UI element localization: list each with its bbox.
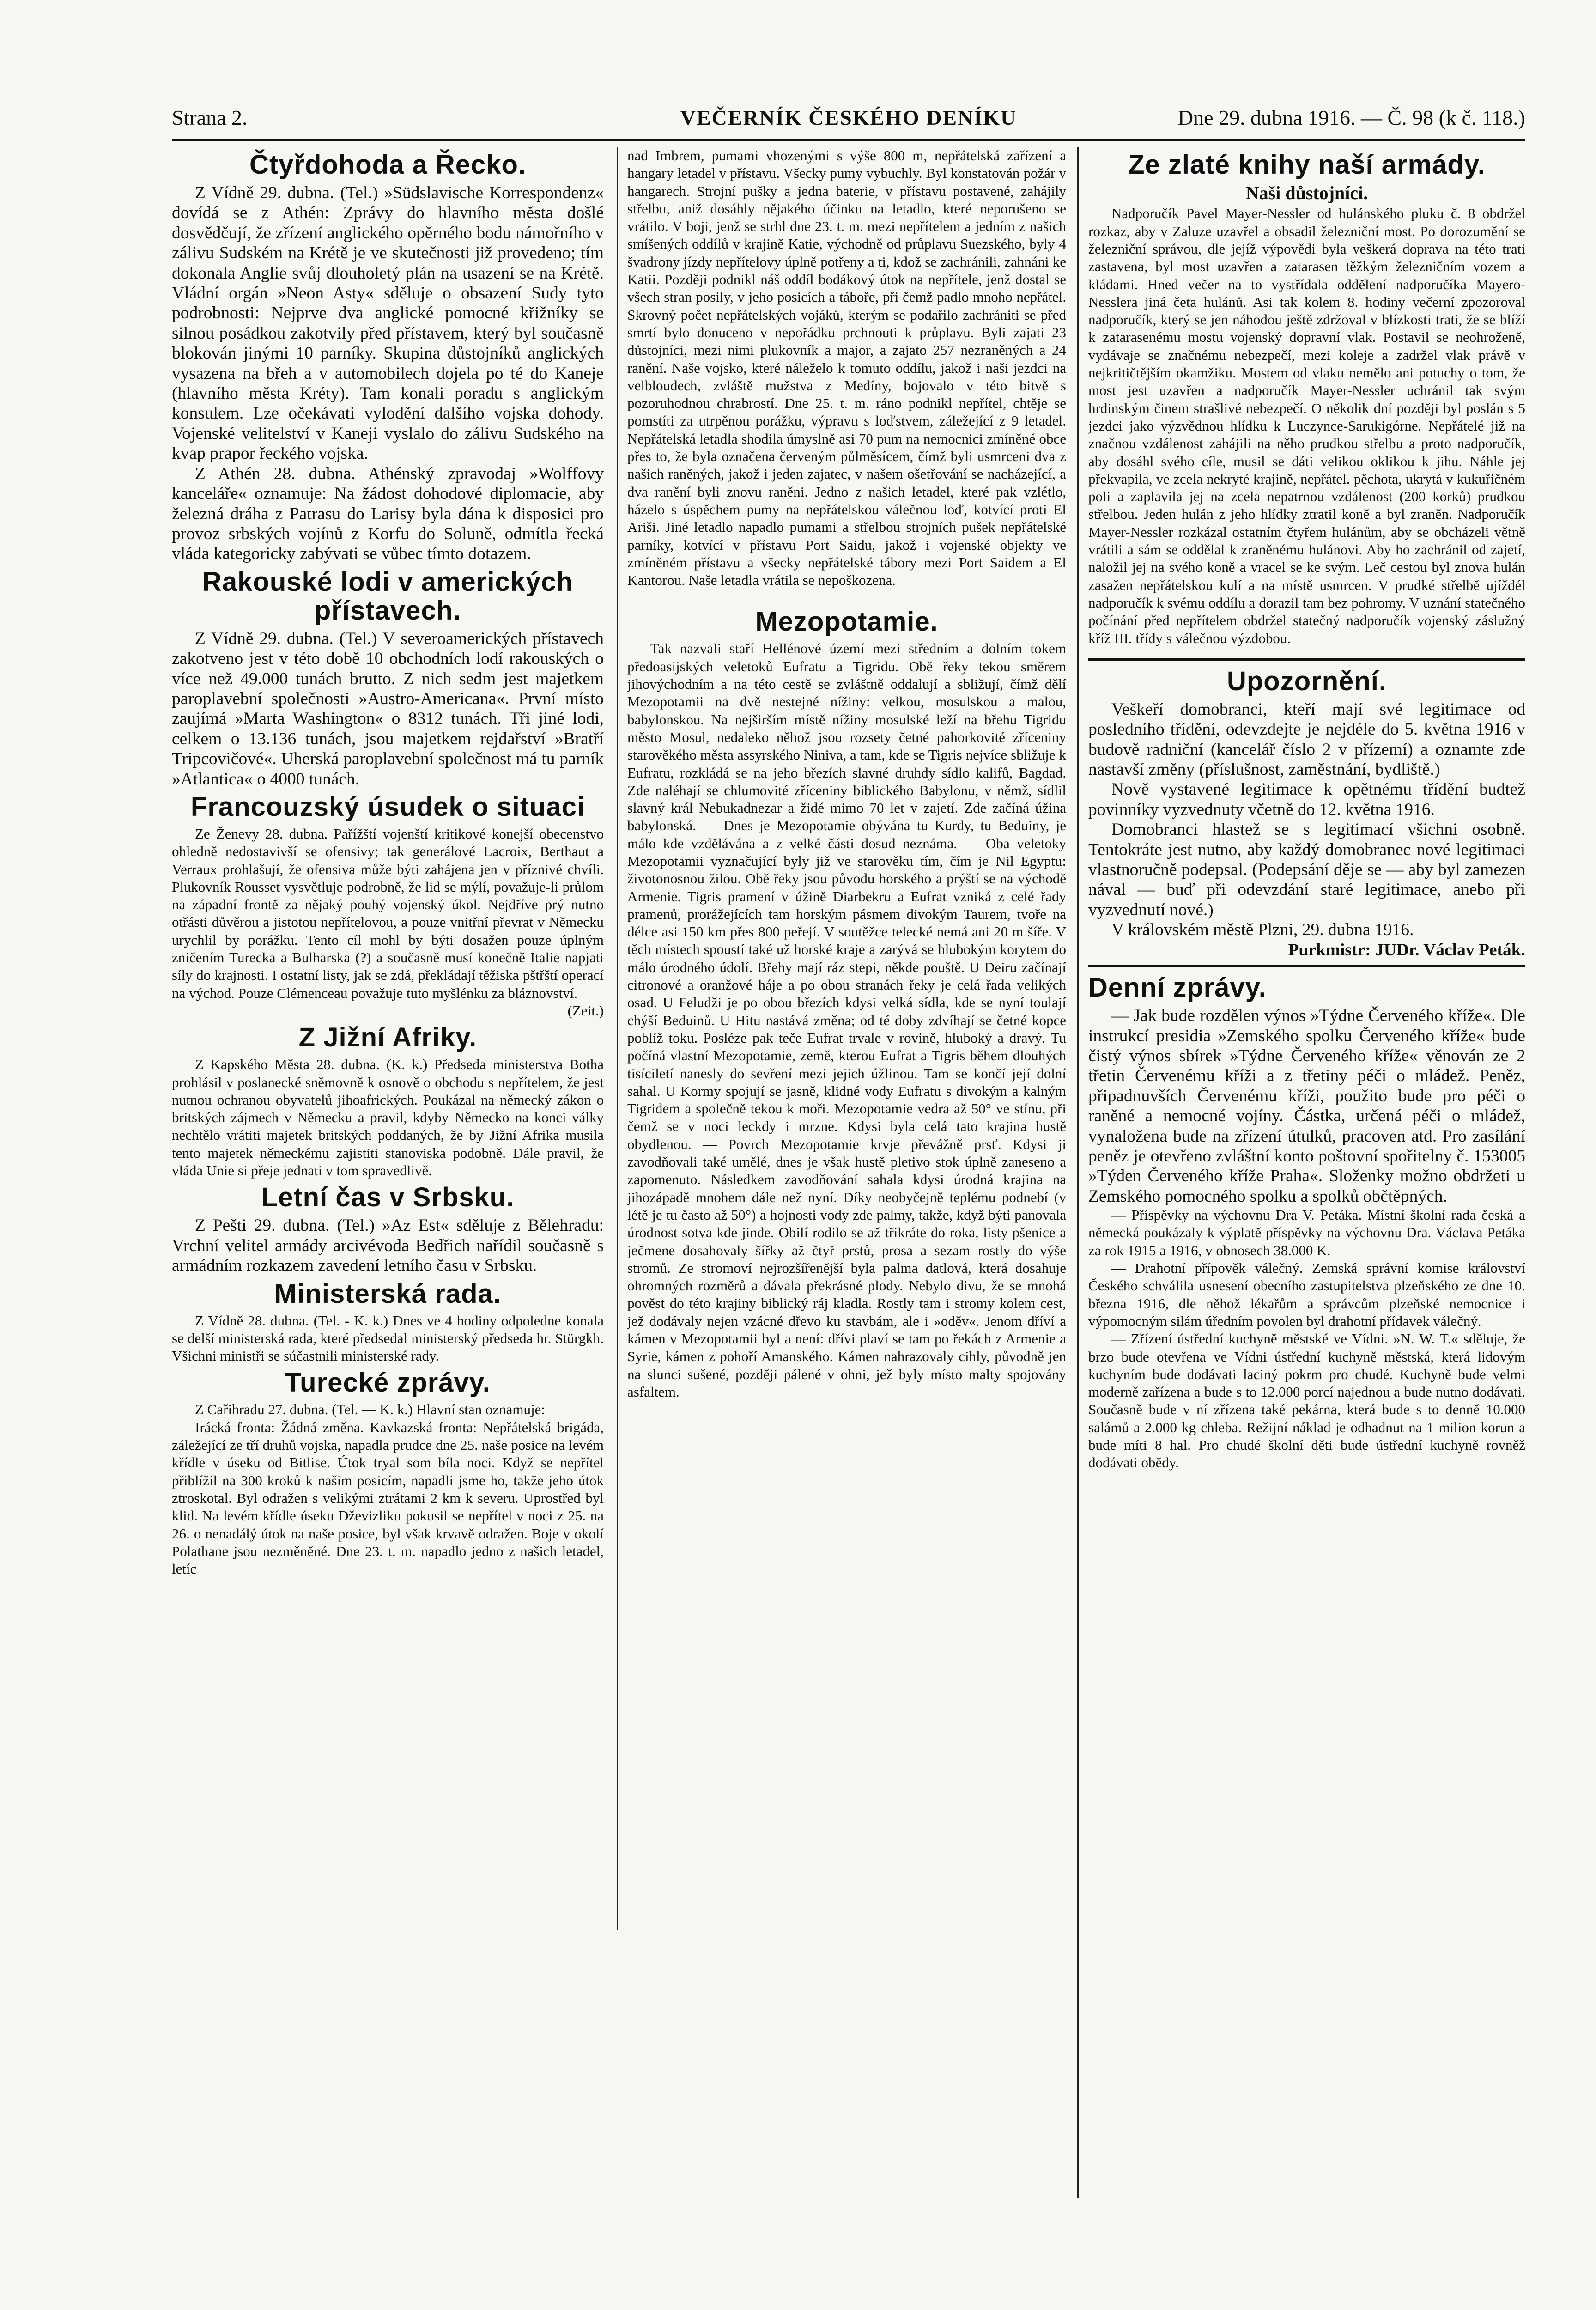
signature-line: Purkmistr: JUDr. Václav Peták. bbox=[1288, 940, 1525, 960]
article-paragraph: — Příspěvky na výchovnu Dra V. Petáka. Místní školní rada česká a německá poukázaly k výplatě příspěvky na výchovnu Dra. Václava Petáka za rok 1915 a 1916, v obnosech 38.000 K. bbox=[1088, 1207, 1525, 1258]
article-paragraph: Z Athén 28. dubna. Athénský zpravodaj »Wolffovy kanceláře« oznamuje: Na žádost dohodové diplomacie, aby železná dráha z Patrasu do Larisy byla dána k disposici pro provoz srbských vojínů z Korfu do Soluně, odmítla řecká vláda kategoricky zabývati se vůbec tímto dotazem. bbox=[172, 464, 604, 564]
article-paragraph: Z Kapského Města 28. dubna. (K. k.) Předseda ministerstva Botha prohlásil v poslanecké sněmovně k osnově o obchodu s nepřítelem, že jest nutnou ochranou obyvatelů jihoafrických. Poukázal na německý zákon o britských zájmech v Německu a pravil, kdyby Německo na konci války nechtělo vrátiti majetek britských poddaných, že by Jižní Afrika musila tento majetek německému zajistiti stanoviska podobně. Dále pravil, že vláda Unie si přeje jednati v tom spravedlivě. bbox=[172, 1056, 604, 1179]
article-heading: Francouzský úsudek o situaci bbox=[190, 791, 585, 822]
article-paragraph: Tak nazvali staří Hellénové území mezi středním a dolním tokem předoasijských veletoků Eufratu a Tigridu. Obě řeky tekou směrem jihovýchodním a na této cestě se zvláštně oddalují a sbližují, čímž dělí Mezopotamii na dvě nestejné nížiny: velkou, mosulskou a malou, babylonskou. Na nejširším místě nížiny mosulské leží na břehu Tigridu město Mosul, nedaleko něhož jsou rozsety četné pahorkovité zříceniny starověkého města assyrského Niniva, a tam, kde se Tigris nejvíce sbližuje k Eufratu, rozkládá se na jeho březích slavné druhdy sídlo kalifů, Bagdad. Zde naléhají se chlumovité zříceniny biblického Babylonu, v němž, sídlil slavný král Nebukadnezar a židé mimo 70 let v zajetí. Zde začíná úžina babylonská. — Dnes je Mezopotamie obývána tu Kurdy, tu Beduiny, je málo kde vzdělávána a z velké části dosud neznáma. — Oba veletoky Mezopotamii vyznačující byly již ve starověku tím, čím je Nil Egyptu: životonosnou žilou. Obě řeky jsou původu horského a prýští se na východě Armenie. Tigris pramení v úžině Diarbekru a Eufrat vzniká z celé řady pramenů, prorážejících tam horským pásmem divokým Taurem, tvoře na délce asi 150 km přes 800 peřejí. V soutěžce telecké nemá ani 20 m šíře. V těch místech spoustí také už horské kraje a zarývá se hlubokým korytem do málo úrodného údolí. Břehy mají ráz stepi, někde pouště. U Deiru začínají citronové a oranžové háje a po obou stranách řeky je celá řada velikých osad. U Feludži je po obou březích kdysi velká sídla, kde se nyní toulají chýší Beduinů. U Hitu nastává změna; od té doby zdvíhají se četné kopce poblíž toku. Posléze pak teče Eufrat trvale v rovině, hluboký a dravý. Tu počíná vlastní Mezopotamie, země, kterou Eufrat a Tigris během dlouhých tisíciletí nanesly do sevření mezi jejich úžlinou. Tam se končí její dolní sahal. U Kormy spojují se jasně, klidné vody Eufratu s divokým a kalným Tigridem a společně tekou k moři. Mezopotamie vedra až 50° ve stínu, při čemž se v noci leckdy i mrzne. Kdysi byla celá tato krajina hustě obydlenou. — Povrch Mezopotamie krvje převážně prsť. Kdysi ji zavodňovali také umělé, dnes je však hustě pletivo stok úplně zaneseno a zapomenuto. Následkem zavodňování sahala kdysi úrodná krajina na jihozápadě mnohem dále než nyní. Díky neobyčejně teplému podnebí (v létě je tu často až 50°) a hojnosti vody zde palmy, takže, když býti panovala úrodnost sotva kde jinde. Obilí rodilo se až třikráte do roka, listy pšenice a ječmene dosahovaly šířky až čtyř prstů, prosa a sezam rostly do výše stromů. Ze stromoví nejrozšířenější byla palma datlová, která dosahuje ohromných rozměrů a dávala překrásné plody. Nebylo divu, že se mnohá pověst do této krajiny biblický ráj kladla. Rostly tam i stromy kolem cest, jež dodávaly nejen vzácné dřevo ku stavbám, ale i »oděv«. Jenom dříví a kámen v Mezopotamii byl a není: dřívi plaví se tam po řekách z Armenie a Syrie, kámen z pohoří Amanského. Kámen nahrazovaly cihly, původně jen na slunci sušené, později pálené v ohni, jež byly místo malty spojovány asfaltem. bbox=[627, 640, 1066, 1400]
article-paragraph: Irácká fronta: Žádná změna. Kavkazská fronta: Nepřátelská brigáda, záležející ze tří druhů vojska, napadla prudce dne 25. naše posice na levém křídle v úseku od Bitlise. Útok tryal som bíla noci. Když se nepřítel přiblížil na 300 kroků k našim posicím, napadli jsme ho, takže jeho útok ztroskotal. Byl odražen s velikými ztrátami 2 km k severu. Uprostřed byl klid. Na levém křídle úseku Dževizliku pokusil se nepřítel v noci z 25. na 26. o nenadálý útok na naše posice, byl však krvavě odražen. Boje v okolí Polathane jsou nezměněné. Dne 23. t. m. napadlo jedno z našich letadel, letíc bbox=[172, 1419, 604, 1577]
issue-date: Dne 29. dubna 1916. — Č. 98 (k č. 118.) bbox=[1177, 106, 1525, 129]
page-number: Strana 2. bbox=[172, 106, 248, 129]
article-subheading: Naši důstojníci. bbox=[1245, 182, 1368, 203]
article-paragraph: Z Vídně 29. dubna. (Tel.) V severoamerických přístavech zakotveno jest v této době 10 obchodních lodí rakouských o více než 49.000 tunách brutto. Z nich sedm jest majetkem paroplavební společnosti »Austro-Americana«. První místo zaujímá »Marta Washington« o 8312 tunách. Tři jiné lodi, celkem o 13.136 tunách, jsou majetkem rejdařství »Bratří Tripcovičové«. Uherská paroplavební společnost má tu parník »Atlantica« o 4000 tunách. bbox=[172, 629, 604, 789]
article-paragraph: Nově vystavené legitimace k opětnému třídění budtež povinníky vyzvednuty včetně do 12. května 1916. bbox=[1088, 780, 1525, 819]
article-heading: Letní čas v Srbsku. bbox=[261, 1182, 515, 1213]
column-1 bbox=[172, 147, 604, 1578]
article-paragraph: Z Pešti 29. dubna. (Tel.) »Az Est« sděluje z Bělehradu: Vrchní velitel armády arcivévoda Bedřich nařídil současně s armádním rozkazem zavedení letního času v Srbsku. bbox=[172, 1216, 604, 1276]
article-heading: Z Jižní Afriky. bbox=[298, 1022, 477, 1053]
article-paragraph: — Jak bude rozdělen výnos »Týdne Červeného kříže«. Dle instrukcí presidia »Zemského spolku Červeného kříže« bude čistý výnos sbírek »Týdne Červeného kříže« věnován ze 2 třetin Červenému kříži a z třetiny péči o mládež. Peněz, připadnuvších Červenému kříži, použito bude pro péči o raněné a nemocné vojíny. Částka, určená péči o mládež, vynaložena bude na zřízení útulků, pracoven atd. Pro zasílání peněz je otevřeno zvláštní konto poštovní spořitelny č. 153005 »Týden Červeného kříže Praha«. Složenky možno obdržeti u Zemského pomocného spolku a spolků občtěpných. bbox=[1088, 1006, 1525, 1206]
article-heading: Mezopotamie. bbox=[755, 607, 938, 637]
article-heading: Ministerská rada. bbox=[274, 1278, 501, 1309]
article-paragraph: Z Cařihradu 27. dubna. (Tel. — K. k.) Hlavní stan oznamuje: bbox=[195, 1401, 546, 1418]
article-heading: Rakouské lodi v amerických přístavech. bbox=[202, 566, 573, 626]
article-heading: Turecké zprávy. bbox=[285, 1368, 491, 1398]
masthead bbox=[172, 105, 1525, 133]
article-paragraph: — Drahotní přípověk válečný. Zemská správní komise království Českého schválila usnesení obecního zastupitelstva plzeňského ze dne 10. března 1916, dle něhož lékařům a správcům plzeňské nemocnice i výpomocným silám úředním povolen byl drahotní přídavek válečný. bbox=[1088, 1260, 1525, 1329]
article-paragraph: Nadporučík Pavel Mayer-Nessler od hulánského pluku č. 8 obdržel rozkaz, aby v Zaluze uzavřel a obsadil železniční most. Po dorozumění se železniční správou, dle jejíž výpovědi byla veškerá doprava na této trati zastavena, byl most uzavřen a zatarasen těžkým železničním vozem a kládami. Hned večer na to vystřídala oddělení nadporučíka Mayero-Nesslera jiná četa hulánů. Asi tak kolem 8. hodiny večerní zpozoroval nadporučík, který se jen náhodou ještě zdržoval v blízkosti trati, že se blíží k zatarasenému mostu vojenský dopravní vlak. Postavil se neohroženě, vydávaje se značnému nebezpečí, mezi koleje a zadržel vlak právě v nejkritičtějším okamžiku. Mostem od vlaku nemělo ani potuchy o tom, že most jest uzavřen a nadporučík Mayer-Nessler uchránil tak svým hrdinským činem strašlivé nebezpečí. O několik dní později byl poslán s 5 jezdci jako výzvědnou hlídku k Luczynce-Sarukigórne. Nepřátelé již na značnou vzdálenost zahájili na něho prudkou střelbu a proto nadporučík, aby dosáhl svého cíle, musil se dáti velikou oklikou k jihu. Náhle jej překvapila, ve zcela nekryté krajině, nepřátel. pěchota, ukrytá v kukuřičném poli a zaplavila jej na zcela nepatrnou vzdálenost (200 korků) prudkou střelbou. Jeden hulán z jeho hlídky ztratil koně a byl zraněn. Nadporučík Mayer-Nessler rozkázal ostatním čtyřem hulánům, aby se obcházeli větně vrátili a sám se oddělal k zraněnému hulánovi. Aby ho zachránil od zajetí, naložil jej na svého koně a vracel se ke svým. Leč cestou byl znova hulán zasažen nepřátelskou kulí a na místě usmrcen. V prudké střelbě ujíždél nadporučík k svému oddílu a dorazil tam bez pohromy. V uznání statečného počínání před nepřítelem obdržel statečný nadporučík vojenský záslužný kříž III. třídy s válečnou výzdobou. bbox=[1088, 205, 1525, 646]
newspaper-title: VEČERNÍK ČESKÉHO DENÍKU bbox=[680, 106, 1017, 129]
article-paragraph: Z Vídně 29. dubna. (Tel.) »Südslavische Korrespondenz« dovídá se z Athén: Zprávy do hlavního města došlé dosvědčují, že zřízení anglického opěrného bodu námořního v zálivu Sudském na Krétě je ve skutečnosti již provedeno; tím dokonala Anglie svůj dlouholetý plán na usazení se na Krétě. Vládní orgán »Neon Asty« sděluje o obsazení Sudy tyto podrobnosti: Nejprve dva anglické pomocné křižníky se silnou posádkou zakotvily před přístavem, který byl současně blokován jinými 10 parníky. Skupina důstojníků anglických vysazena na břeh a v automobilech dojela po té do Kaneje (hlavního města Kréty). Tam konali poradu s anglickým konsulem. Lze očekávati vylodění dalšího vojska dohody. Vojenské velitelství v Kaneji vyslalo do zálivu Sudského na kvap prapor řeckého vojska. bbox=[172, 183, 604, 463]
article-heading: Ze zlaté knihy naší armády. bbox=[1128, 150, 1486, 180]
notice-box bbox=[1088, 658, 1525, 967]
column-divider bbox=[617, 147, 618, 1930]
column-2 bbox=[627, 147, 1066, 1401]
column-3 bbox=[1088, 147, 1525, 1472]
article-paragraph: nad Imbrem, pumami vhozenými s výše 800 m, nepřátelská zařízení a hangary letadel v přístavu. Všecky pumy vybuchly. Byl konstatován požár v hangarech. Strojní pušky a jedna baterie, v přístavu postavené, zahájily střelbu, aniž dosáhly nějakého účinku na letadlo, které neporušeno se vrátilo. V boji, jenž se strhl dne 23. t. m. mezi nepřítelem a jedním z našich smíšených oddílů v krajině Katie, východně od průplavu Suezského, byly 4 švadrony jízdy nepřítelovy úplně potřeny a ti, kdož se zachránili, zahnáni ke Katii. Později podnikl náš oddíl bodákový útok na nepřítele, jenž dostal se všech stran posily, v jeho posicích a táboře, při čemž padlo mnoho nepřátel. Skrovný počet nepřátelských vojáků, kterým se podařilo zachrániti se před smrtí bylo donuceno v nepořádku prchnouti k průplavu. Byli zajati 23 důstojníci, mezi nimi plukovník a major, a zajato 257 nezraněných a 24 ranění. Naše vojsko, které náleželo k tomuto oddílu, jakož i naši jezdci na velbloudech, zvláště mužstva z Medíny, bojovalo v této bitvě s pozoruhodnou chrabrostí. Dne 25. t. m. ráno podnikl nepřítel, chtěje se pomstíti za utrpěnou porážku, výpravu s loďstvem, záležející z 9 letadel. Nepřátelská letadla shodila úmyslně asi 70 pum na nemocnici zmíněné obce přes to, že byla označena červeným půlměsícem, čímž byli usmrceni dva z našich raněných, jakož i jeden zajatec, v našem ošetřování se nacházející, a dva ranění byli znovu raněni. Jedno z našich letadel, které pak vzlétlo, házelo s úspěchem pumy na nepřátelskou válečnou loď, kotvící proti El Ariši. Jiné letadlo napadlo pumami a střelbou strojních pušek nepřátelské parníky, kotvící v přístavu Port Saidu, jakož i vojenské objekty ve zmíněném přístavu a všecky nepřátelské tábory mezi Port Saidem a El Kantorou. Naše letadla vrátila se nepoškozena. bbox=[627, 147, 1066, 589]
article-paragraph: — Zřízení ústřední kuchyně městské ve Vídni. »N. W. T.« sděluje, že brzo bude otevřena ve Vídni ústřední kuchyně městská, která lidovým kuchyním bude dodávati laciný pokrm pro chudé. Kuchyně bude velmi moderně zařízena a bude s to 12.000 porcí najednou a bude nutno dodávati. Současně bude v ní zřízena také pekárna, která bude s to denně 10.000 salámů a 2.000 kg chleba. Režijní náklad je odhadnut na 1 milion korun a bude míti 8 hal. Pro chudé školní děti bude ústřední kuchyně rovněž dodávati obědy. bbox=[1088, 1331, 1525, 1471]
column-divider bbox=[1077, 147, 1079, 2198]
article-paragraph: Veškeří domobranci, kteří mají své legitimace od posledního třídění, odevzdejte je nejdéle do 5. května 1916 v budově radniční (kancelář číslo 2 v přízemí) a oznamte zde nastavší změny (příslušnost, zaměstnání, bydliště.) bbox=[1088, 699, 1525, 779]
article-paragraph: Domobranci hlastež se s legitimací všichni osobně. Tentokráte jest nutno, aby každý domobranec nové legitimaci vlastnoručně podepsal. (Podepsání děje se — aby byl zamezen nával — buď při odevzdání staré legitimace, anebo při vyzvednutí nové.) bbox=[1088, 820, 1525, 919]
article-paragraph: Z Vídně 28. dubna. (Tel. - K. k.) Dnes ve 4 hodiny odpoledne konala se delší ministerská rada, které předsedal ministerský předseda hr. Stürgkh. Všichni ministři se súčastnili ministerské rady. bbox=[172, 1312, 604, 1364]
article-heading: Čtyřdohoda a Řecko. bbox=[249, 150, 527, 180]
article-source: (Zeit.) bbox=[567, 1002, 604, 1019]
article-heading: Upozornění. bbox=[1226, 666, 1387, 696]
article-paragraph: Ze Ženevy 28. dubna. Pařížští vojenští kritikové konejší obecenstvo ohledně nedostavivší se ofensivy; tak generálové Lacroix, Berthaut a Verraux prohlašují, že ofensiva může býti zahájena jen v příznivé chvíli. Plukovník Rousset vysvětluje podrobně, že lid se mýlí, považuje-li průlom na západní frontě za nějaký pouhý vojenský úkol. Nejdříve prý nutno otřásti důvěrou a jistotou nepřítelovou, a pouze vnitřní převrat v Německu urychlil by porážku. Tento cíl mohl by býti dosažen pouze úplným zničením Turecka a Bulharska (?) a současně musí konečně Italie napjati síly do krajnosti. I ostatní listy, jak se zdá, překládají těžiska pštřští operací na východ. Pouze Clémenceau považuje tuto myšlénku za bláznovství. bbox=[172, 825, 604, 1001]
article-heading: Denní zprávy. bbox=[1088, 973, 1267, 1003]
article-paragraph: V královském městě Plzni, 29. dubna 1916. bbox=[1111, 920, 1414, 940]
masthead-rule bbox=[172, 139, 1525, 141]
